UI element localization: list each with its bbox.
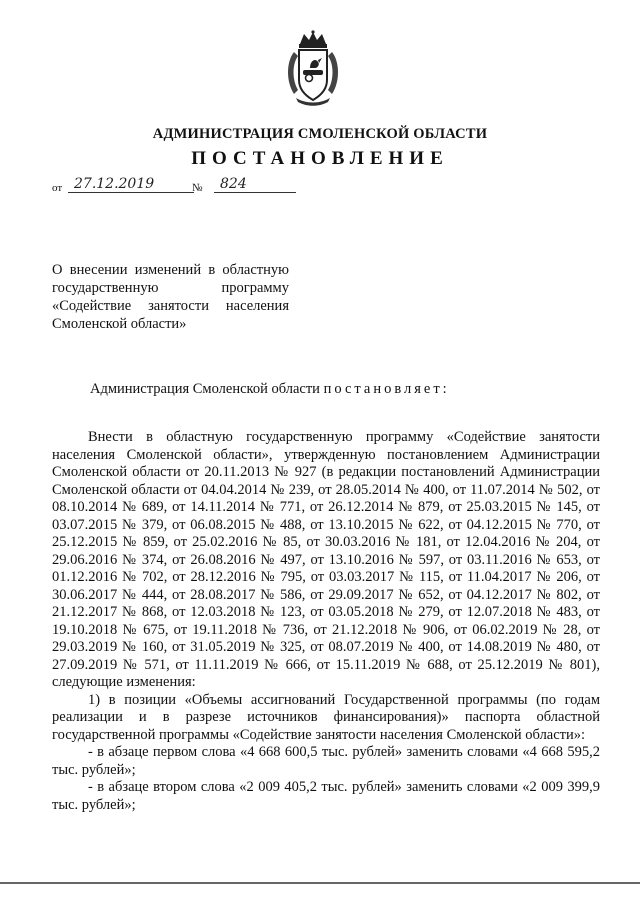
coat-of-arms-icon <box>282 30 344 108</box>
body-paragraph-3: - в абзаце первом слова «4 668 600,5 тыс. рублей» заменить словами «4 668 595,2 тыс. рублей»; <box>52 744 600 778</box>
organization-name: АДМИНИСТРАЦИЯ СМОЛЕНСКОЙ ОБЛАСТИ <box>152 126 488 142</box>
date-prefix: от <box>52 182 63 194</box>
document-subject: О внесении изменений в областную государственную программу «Содействие занятости населения Смоленской области» <box>52 262 289 332</box>
number-prefix: № <box>192 182 203 194</box>
body-paragraph-4: - в абзаце втором слова «2 009 405,2 тыс. рублей» заменить словами «2 009 399,9 тыс. рублей»; <box>52 779 600 813</box>
document-number: 824 <box>214 176 296 193</box>
document-date: 27.12.2019 <box>68 176 194 193</box>
body-paragraph-1: Внести в областную государственную программу «Содействие занятости населения Смоленской области», утвержденную постановлением Администрации Смоленской области от 20.11.2013 № 927 (в редакции постановлений Администрации Смоленской области от 04.04.2014 № 239, от 28.05.2014 № 400, от 11.07.2014 № 502, от 08.10.2014 № 689, от 14.11.2014 № 771, от 26.12.2014 № 879, от 25.03.2015 № 145, от 03.07.2015 № 379, от 06.08.2015 № 488, от 13.10.2015 № 622, от 04.12.2015 № 770, от 25.12.2015 № 859, от 25.02.2016 № 85, от 30.03.2016 № 181, от 12.04.2016 № 204, от 29.06.2016 № 374, от 26.08.2016 № 497, от 13.10.2016 № 597, от 03.11.2016 № 653, от 01.12.2016 № 702, от 28.12.2016 № 795, от 03.03.2017 № 115, от 11.04.2017 № 206, от 30.06.2017 № 444, от 28.08.2017 № 586, от 29.09.2017 № 652, от 04.12.2017 № 802, от 21.12.2017 № 868, от 12.03.2018 № 123, от 03.05.2018 № 279, от 12.07.2018 № 483, от 19.10.2018 № 675, от 19.11.2018 № 736, от 21.12.2018 № 906, от 06.02.2019 № 28, от 29.03.2019 № 160, от 31.05.2019 № 325, от 08.07.2019 № 400, от 14.08.2019 № 480, от 27.09.2019 № 571, от 11.11.2019 № 666, от 15.11.2019 № 688, от 25.12.2019 № 801), следующие изменения: <box>52 429 600 690</box>
document-body <box>52 429 600 814</box>
date-number-line <box>52 176 312 196</box>
decree-line <box>90 381 450 398</box>
document-type: ПОСТАНОВЛЕНИЕ <box>191 148 449 169</box>
decree-lead: Администрация Смоленской области <box>90 381 324 397</box>
decree-verb: постановляет: <box>323 381 450 397</box>
body-paragraph-2: 1) в позиции «Объемы ассигнований Государственной программы (по годам реализации и в разрезе источников финансирования)» паспорта областной государственной программы «Содействие занятости населения Смоленской области»: <box>52 691 600 743</box>
page-bottom-rule <box>0 882 640 884</box>
